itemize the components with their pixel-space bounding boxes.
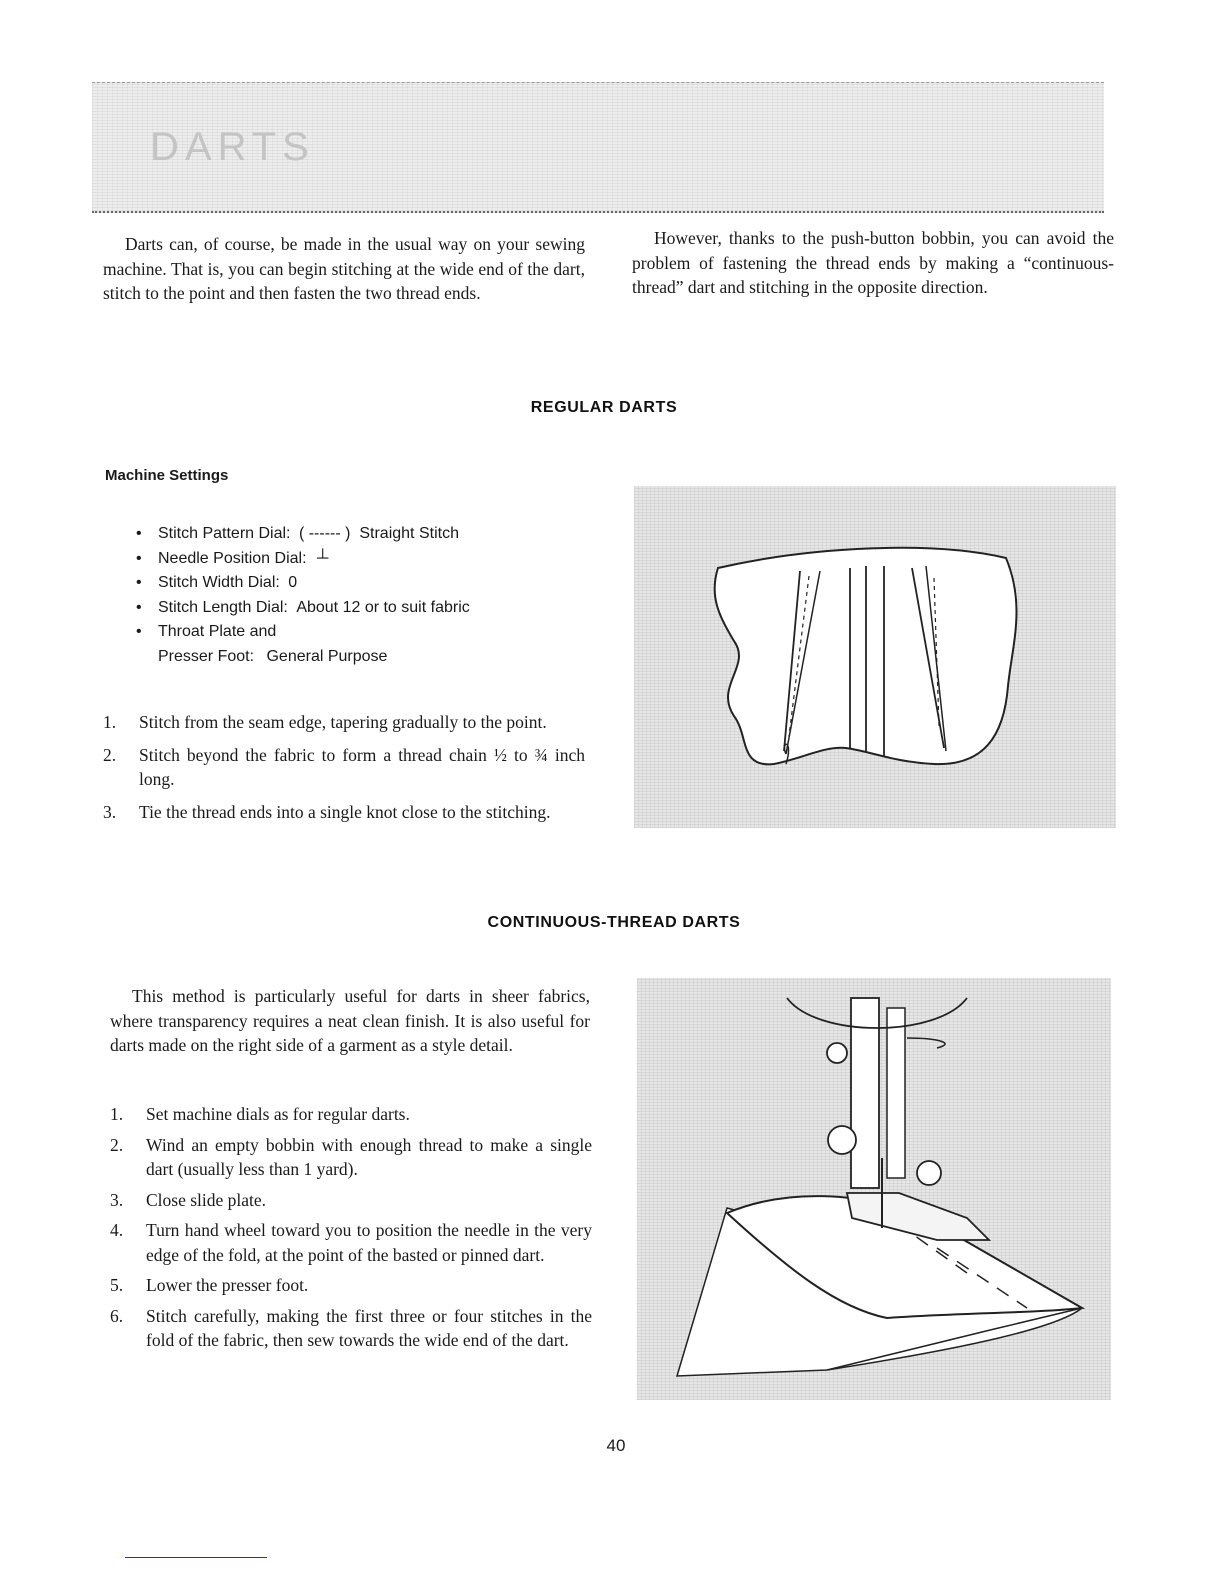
setting-value: 0 [288, 574, 298, 591]
list-item [110, 1102, 592, 1127]
regular-dart-illustration [634, 486, 1116, 828]
list-item [110, 1273, 592, 1298]
list-item [103, 800, 585, 825]
setting-label: Stitch Pattern Dial: [158, 525, 291, 542]
setting-stitch-pattern [134, 522, 594, 547]
intro-right-paragraph: However, thanks to the push-button bobbin, you can avoid the problem of fastening the thread ends by making a “continuous-thread” dart and stitching in the opposite direction. [632, 228, 1114, 297]
thread-guide [907, 1038, 945, 1048]
step-text: Lower the presser foot. [146, 1275, 309, 1295]
regular-darts-heading: REGULAR DARTS [530, 399, 678, 416]
footer-rule [125, 1557, 267, 1558]
throat-plate-label: Throat Plate and [158, 623, 277, 640]
machine-settings-list [134, 522, 594, 669]
setting-throat-plate [134, 620, 594, 669]
step-number: 2. [110, 1134, 124, 1155]
continuous-intro-paragraph: This method is particularly useful for darts in sheer fabrics, where transparency requires a neat clean finish. It is also useful for darts made on the right side of a garment as a style detail. [110, 986, 590, 1055]
step-number: 2. [103, 744, 117, 765]
list-item [103, 743, 585, 792]
step-number: 3. [110, 1189, 124, 1210]
presser-bar [887, 1008, 905, 1178]
intro-left-paragraph: Darts can, of course, be made in the usual way on your sewing machine. That is, you can begin stitching at the wide end of the dart, stitch to the point and then fasten the two thread ends. [103, 234, 585, 303]
title-banner [92, 82, 1104, 213]
step-text: Wind an empty bobbin with enough thread to make a single dart (usually less than 1 yard). [146, 1134, 592, 1179]
machine-settings-label: Machine Settings [105, 467, 229, 484]
dart-fabric-drawing [634, 486, 1116, 828]
list-item [110, 1188, 592, 1213]
step-number: 1. [103, 712, 117, 732]
list-item [103, 710, 585, 735]
thumb-screw-left [828, 1126, 856, 1154]
setting-stitch-length [134, 596, 594, 621]
needle-clamp-knob [827, 1043, 847, 1063]
step-text: Stitch carefully, making the first three or four stitches in the fold of the fabric, then sew towards the wide end of the dart. [146, 1305, 592, 1350]
step-number: 5. [110, 1275, 124, 1295]
page-number: 40 [606, 1436, 626, 1455]
step-text: Close slide plate. [146, 1189, 267, 1210]
setting-needle-position [134, 547, 594, 572]
needle-fold-drawing [637, 978, 1111, 1400]
step-number: 1. [110, 1104, 124, 1124]
regular-darts-steps [103, 710, 585, 830]
continuous-darts-steps [110, 1102, 592, 1359]
setting-value: About 12 or to suit fabric [296, 598, 470, 616]
banner-title: DARTS [150, 125, 315, 169]
continuous-darts-heading: CONTINUOUS-THREAD DARTS [487, 914, 741, 931]
thumb-screw-right [917, 1161, 941, 1185]
setting-stitch-width [134, 571, 594, 596]
list-item [110, 1218, 592, 1267]
list-item [110, 1304, 592, 1353]
step-text: Tie the thread ends into a single knot close to the stitching. [139, 801, 551, 822]
presser-foot-value: General Purpose [266, 647, 388, 665]
setting-label: Stitch Length Dial: [158, 598, 288, 616]
step-number: 4. [110, 1220, 124, 1240]
needle-position-symbol: ┴ [316, 549, 329, 567]
step-text: Stitch beyond the fabric to form a thread chain ½ to ¾ inch long. [139, 744, 585, 789]
step-number: 3. [103, 801, 117, 822]
setting-label: Needle Position Dial: [158, 549, 307, 567]
setting-value: ( ------ ) Straight Stitch [298, 525, 459, 542]
step-text: Turn hand wheel toward you to position the needle in the very edge of the fold, at the point of the basted or pinned dart. [146, 1220, 592, 1265]
step-text: Stitch from the seam edge, tapering gradually to the point. [139, 712, 547, 732]
sewing-machine-illustration [637, 978, 1111, 1400]
step-number: 6. [110, 1305, 124, 1326]
step-text: Set machine dials as for regular darts. [146, 1104, 410, 1124]
presser-foot-label: Presser Foot: [158, 647, 255, 665]
setting-label: Stitch Width Dial: [158, 574, 280, 591]
list-item [110, 1133, 592, 1182]
